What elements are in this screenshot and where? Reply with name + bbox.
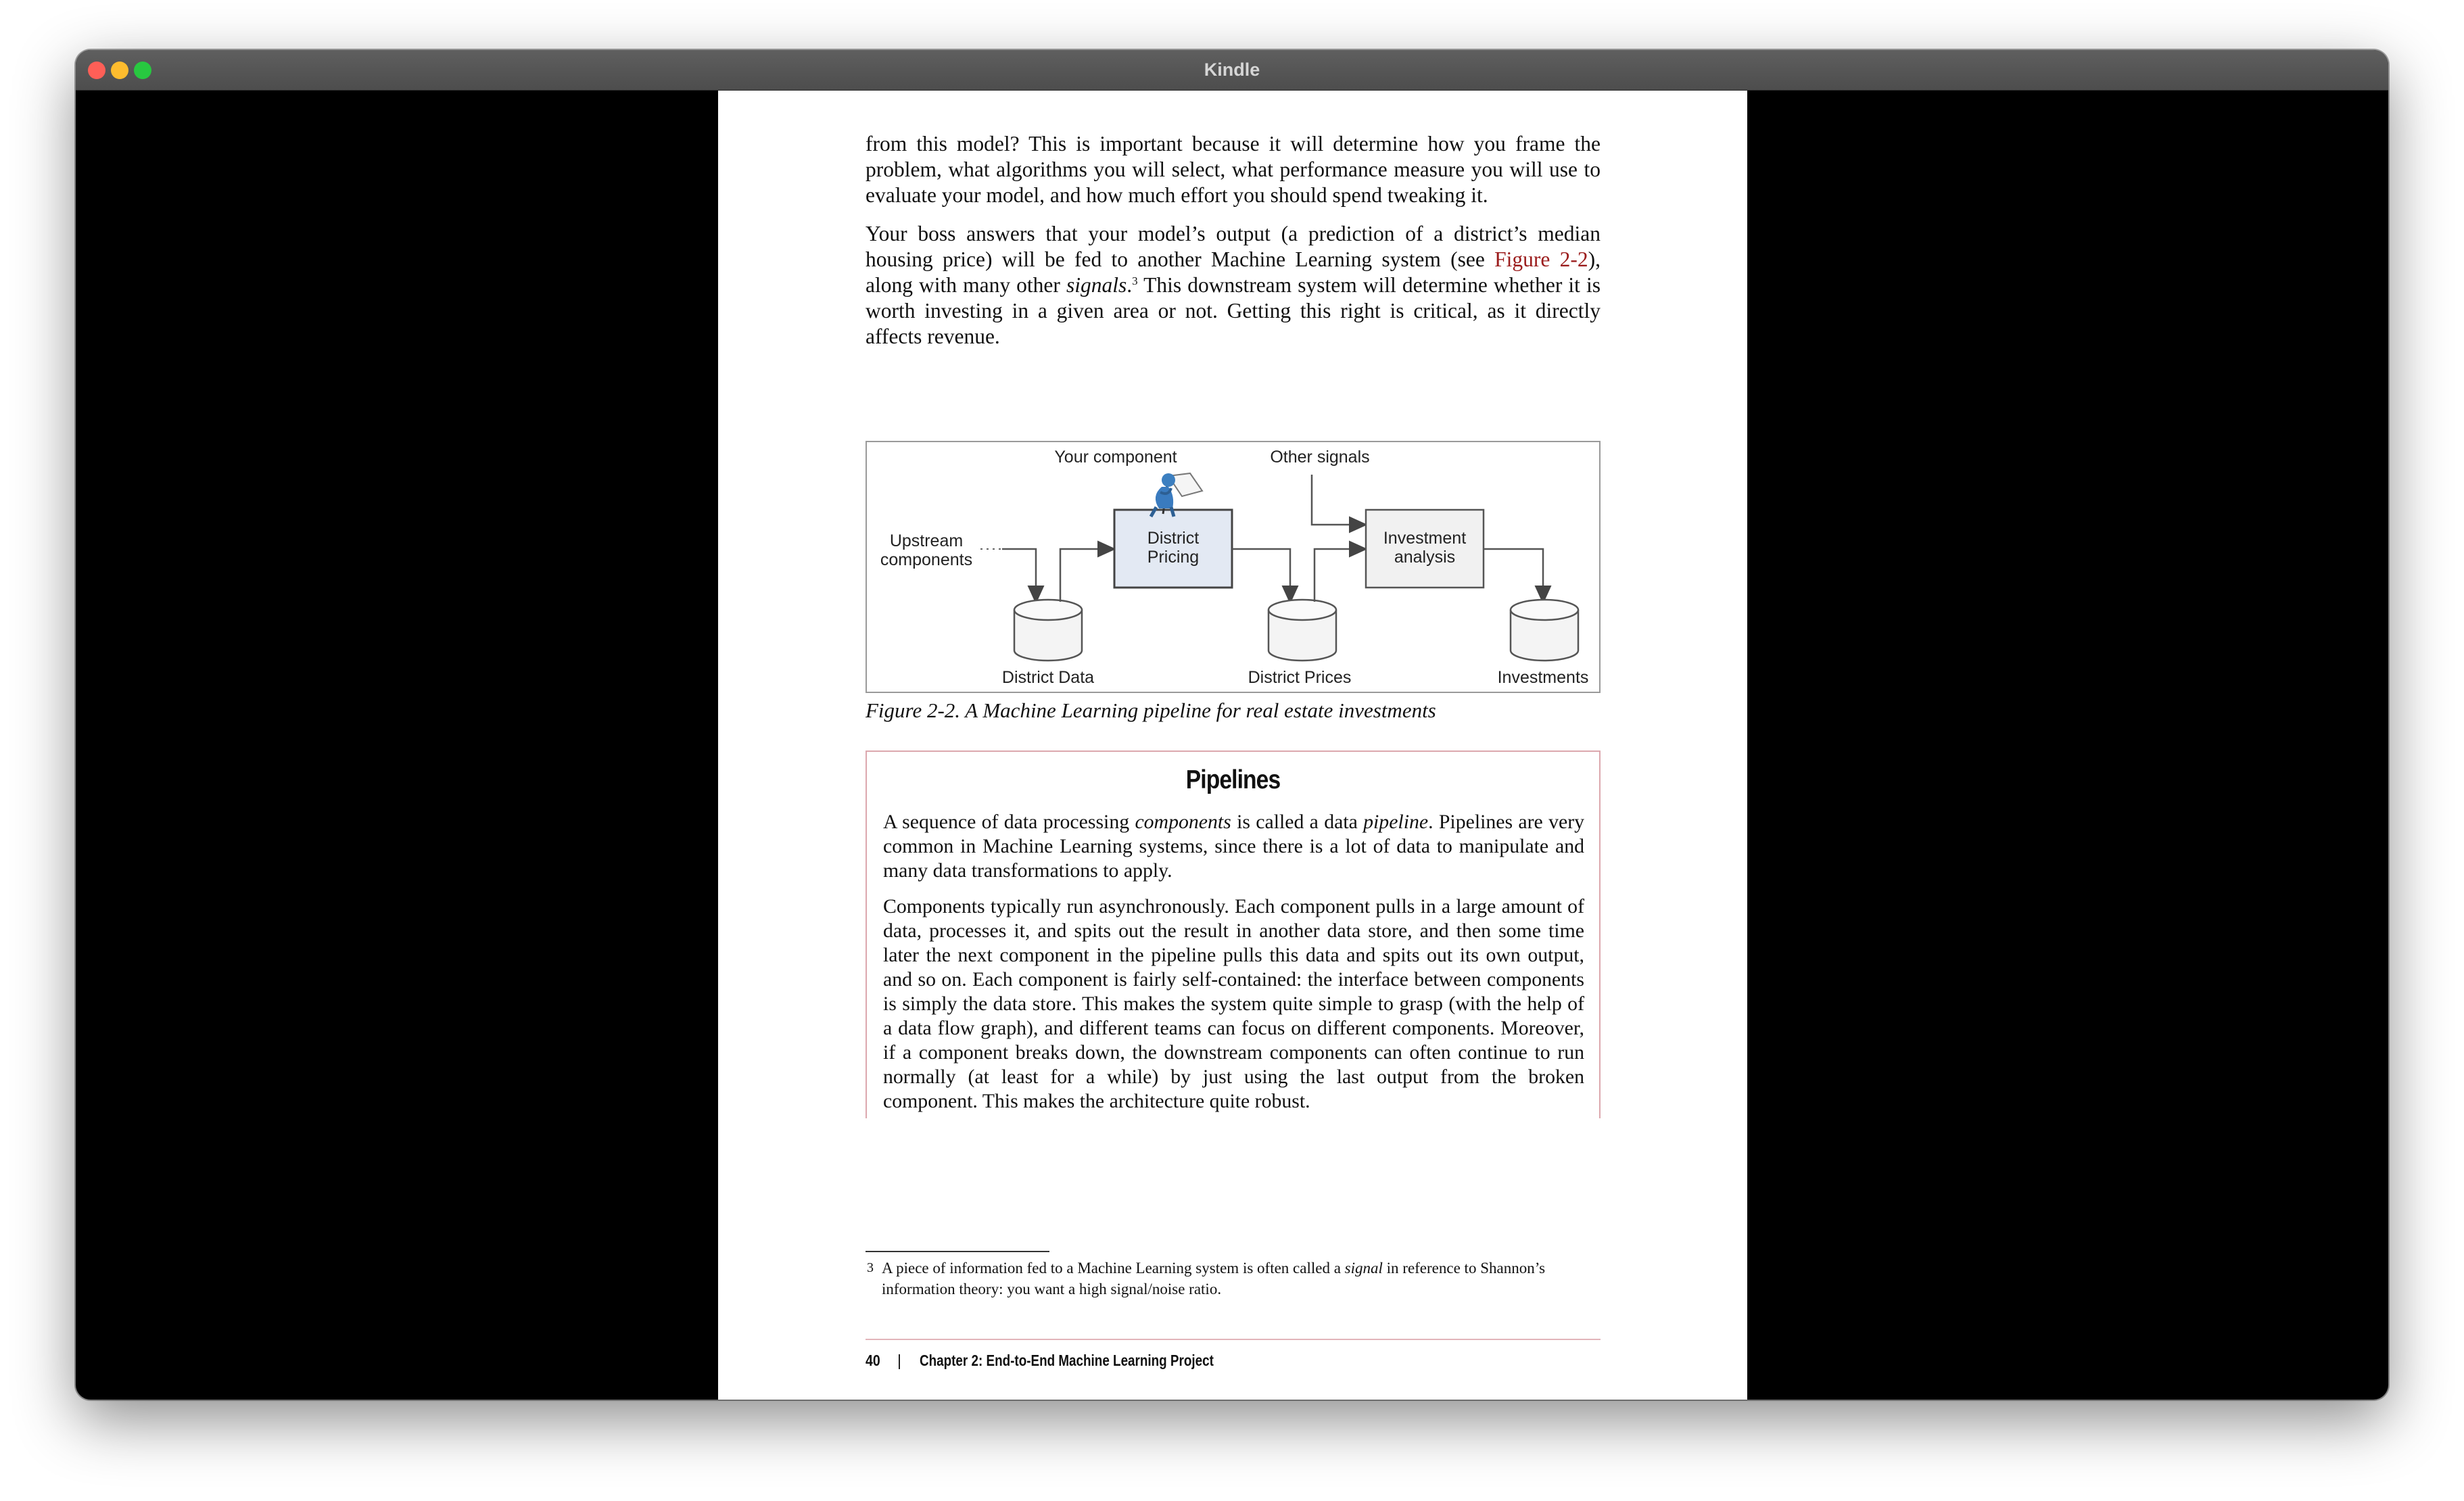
- page-footer: [866, 1347, 1601, 1374]
- window-title: Kindle: [1204, 59, 1260, 80]
- district-data-label: District Data: [1001, 668, 1095, 687]
- paragraph-2-text-b: ), along with many other: [866, 247, 1601, 297]
- components-emphasis: components: [1135, 811, 1231, 833]
- sidebar-paragraph-1: [883, 810, 1584, 883]
- pipeline-diagram: [867, 442, 1602, 694]
- sidebar-paragraph-2: Components typically run asynchronously. Each component pulls in a large amount of data, processes it, and spits out the result in another data store, and then some time later the next component in the pipeline pulls this data and spits out its own output, and so on. Each component is fairly self-contained: the interface between components is simply the data store. This makes the system quite simple to grasp (with the help of a data flow graph), and different teams can focus on different components. Moreover, if a component breaks down, the downstream components can often continue to run normally (at least for a while) by just using the last output from the broken component. This makes the architecture quite robust.: [883, 895, 1584, 1112]
- sidebar-p1-text-c: . Pipelines are very common in Machine Learning systems, since there is a lot of data to manipulate and many data transformations to apply.: [883, 811, 1585, 882]
- district-pricing-line1: District: [1147, 529, 1200, 548]
- district-pricing-line2: Pricing: [1147, 548, 1200, 567]
- paragraph-2-text-c: .: [1127, 273, 1133, 297]
- footnote-text-b: in reference to Shannon’s information theory: you want a high signal/noise ratio.: [882, 1260, 1546, 1297]
- pipelines-sidebar: [866, 750, 1601, 1118]
- pipeline-figure: [866, 441, 1601, 693]
- district-prices-label: District Prices: [1248, 668, 1352, 687]
- arrow-signals-to-investment: [1312, 475, 1366, 525]
- district-data-cylinder: [1014, 600, 1082, 661]
- paragraph-2-text-d: This downstream system will determine whether it is worth investing in a given area or not. Getting this right is critical, as it directly affects revenue.: [866, 273, 1601, 348]
- district-prices-cylinder: [1269, 600, 1336, 661]
- kindle-window: [76, 50, 2388, 1400]
- investments-label: Investments: [1497, 668, 1589, 687]
- investment-analysis-line1: Investment: [1383, 529, 1467, 548]
- upstream-label-line2: components: [880, 550, 973, 569]
- paragraph-1: from this model? This is important because it will determine how you frame the problem, what algorithms you will select, what performance measure you will use to evaluate your model, and how much effort you should spend tweaking it.: [866, 132, 1601, 207]
- footnote-divider: [866, 1251, 1049, 1252]
- paragraph-2-text-a: Your boss answers that your model’s output (a prediction of a district’s median housing price) will be fed to another Machine Learning system (see: [866, 222, 1601, 271]
- arrow-upstream-to-data: [1002, 549, 1036, 602]
- signals-emphasis: signals: [1066, 273, 1127, 297]
- figure-caption: Figure 2-2. A Machine Learning pipeline for real estate investments: [866, 698, 1436, 722]
- footer-divider: [866, 1339, 1601, 1340]
- footnote-text: [882, 1258, 1601, 1300]
- footnote-ref-3[interactable]: 3: [1132, 275, 1138, 287]
- signal-emphasis: signal: [1344, 1260, 1383, 1277]
- paragraph-2: [866, 221, 1601, 350]
- sidebar-p1-text-b: is called a data: [1231, 811, 1364, 833]
- sidebar-title: Pipelines: [1185, 765, 1281, 794]
- figure-2-2-link[interactable]: Figure 2-2: [1494, 247, 1588, 271]
- page-number: 40: [866, 1352, 880, 1369]
- footnote-text-a: A piece of information fed to a Machine Learning system is often called a: [882, 1260, 1345, 1277]
- arrow-data-to-pricing: [1060, 549, 1114, 602]
- arrow-pricing-to-prices: [1232, 549, 1290, 602]
- upstream-label-line1: Upstream: [889, 531, 964, 550]
- footer-separator: |: [897, 1352, 901, 1369]
- book-page[interactable]: [718, 91, 1747, 1400]
- arrow-investment-to-store: [1484, 549, 1543, 602]
- investment-analysis-line2: analysis: [1394, 548, 1456, 567]
- other-signals-label: Other signals: [1270, 448, 1370, 467]
- arrow-prices-to-investment: [1314, 549, 1366, 602]
- chapter-title: Chapter 2: End-to-End Machine Learning Project: [920, 1352, 1214, 1369]
- footnote-number: 3: [867, 1260, 874, 1275]
- your-component-label: Your component: [1054, 448, 1177, 467]
- sidebar-p1-text-a: A sequence of data processing: [883, 811, 1135, 833]
- title-bar[interactable]: [76, 50, 2388, 91]
- pipeline-emphasis: pipeline: [1363, 811, 1429, 833]
- investments-cylinder: [1511, 600, 1578, 661]
